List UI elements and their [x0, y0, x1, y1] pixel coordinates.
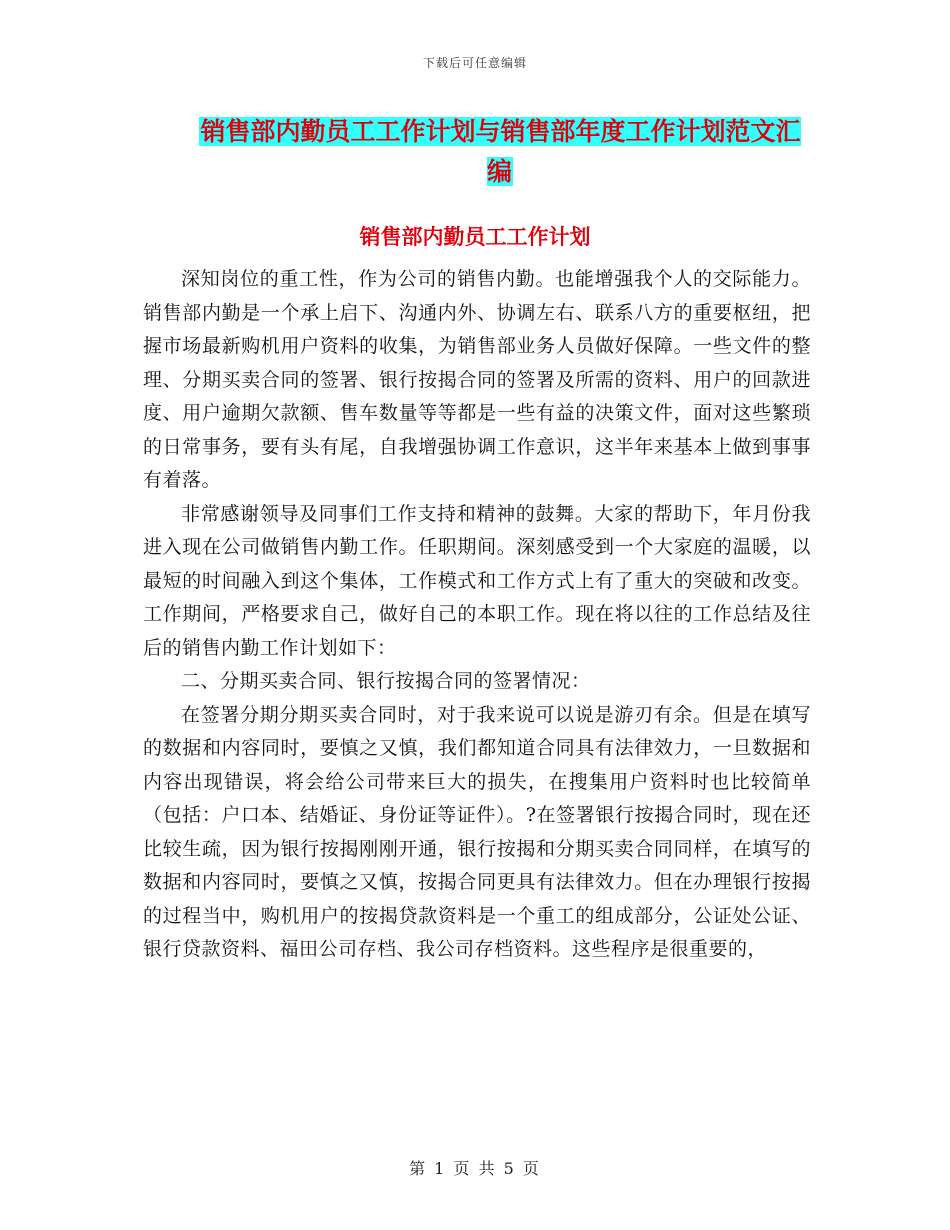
paragraph: 非常感谢领导及同事们工作支持和精神的鼓舞。大家的帮助下，年月份我进入现在公司做销售内勤工作。任职期间。深刻感受到一个大家庭的温暖，以最短的时间融入到这个集体，工作模式和工作方式上有了重大的突破和改变。工作期间，严格要求自己，做好自己的本职工作。现在将以往的工作总结及往后的销售内勤工作计划如下：	[143, 502, 811, 659]
document-title	[190, 112, 810, 192]
section-title: 销售部内勤员工工作计划	[359, 225, 591, 249]
paragraph: 二、分期买卖合同、银行按揭合同的签署情况：	[181, 670, 591, 692]
page-number: 第 1 页 共 5 页	[409, 1159, 541, 1178]
paragraph: 深知岗位的重工性，作为公司的销售内勤。也能增强我个人的交际能力。销售部内勤是一个承上启下、沟通内外、协调左右、联系八方的重要枢纽，把握市场最新购机用户资料的收集，为销售部业务人员做好保障。一些文件的整理、分期买卖合同的签署、银行按揭合同的签署及所需的资料、用户的回款进度、用户逾期欠款额、售车数量等等都是一些有益的决策文件，面对这些繁琐的日常事务，要有头有尾，自我增强协调工作意识，这半年来基本上做到事事有着落。	[143, 268, 811, 491]
body-text	[143, 263, 811, 967]
document-title-text: 销售部内勤员工工作计划与销售部年度工作计划范文汇编	[200, 117, 801, 186]
header-note: 下载后可任意编辑	[422, 56, 527, 70]
paragraph: 在签署分期分期买卖合同时，对于我来说可以说是游刃有余。但是在填写的数据和内容同时，要慎之又慎，我们都知道合同具有法律效力，一旦数据和内容出现错误，将会给公司带来巨大的损失，在搜集用户资料时也比较简单（包括：户口本、结婚证、身份证等证件）。?在签署银行按揭合同时，现在还比较生疏，因为银行按揭刚刚开通，银行按揭和分期买卖合同同样，在填写的数据和内容同时，要慎之又慎，按揭合同更具有法律效力。但在办理银行按揭的过程当中，购机用户的按揭贷款资料是一个重工的组成部分，公证处公证、银行贷款资料、福田公司存档、我公司存档资料。这些程序是很重要的，	[143, 703, 811, 960]
